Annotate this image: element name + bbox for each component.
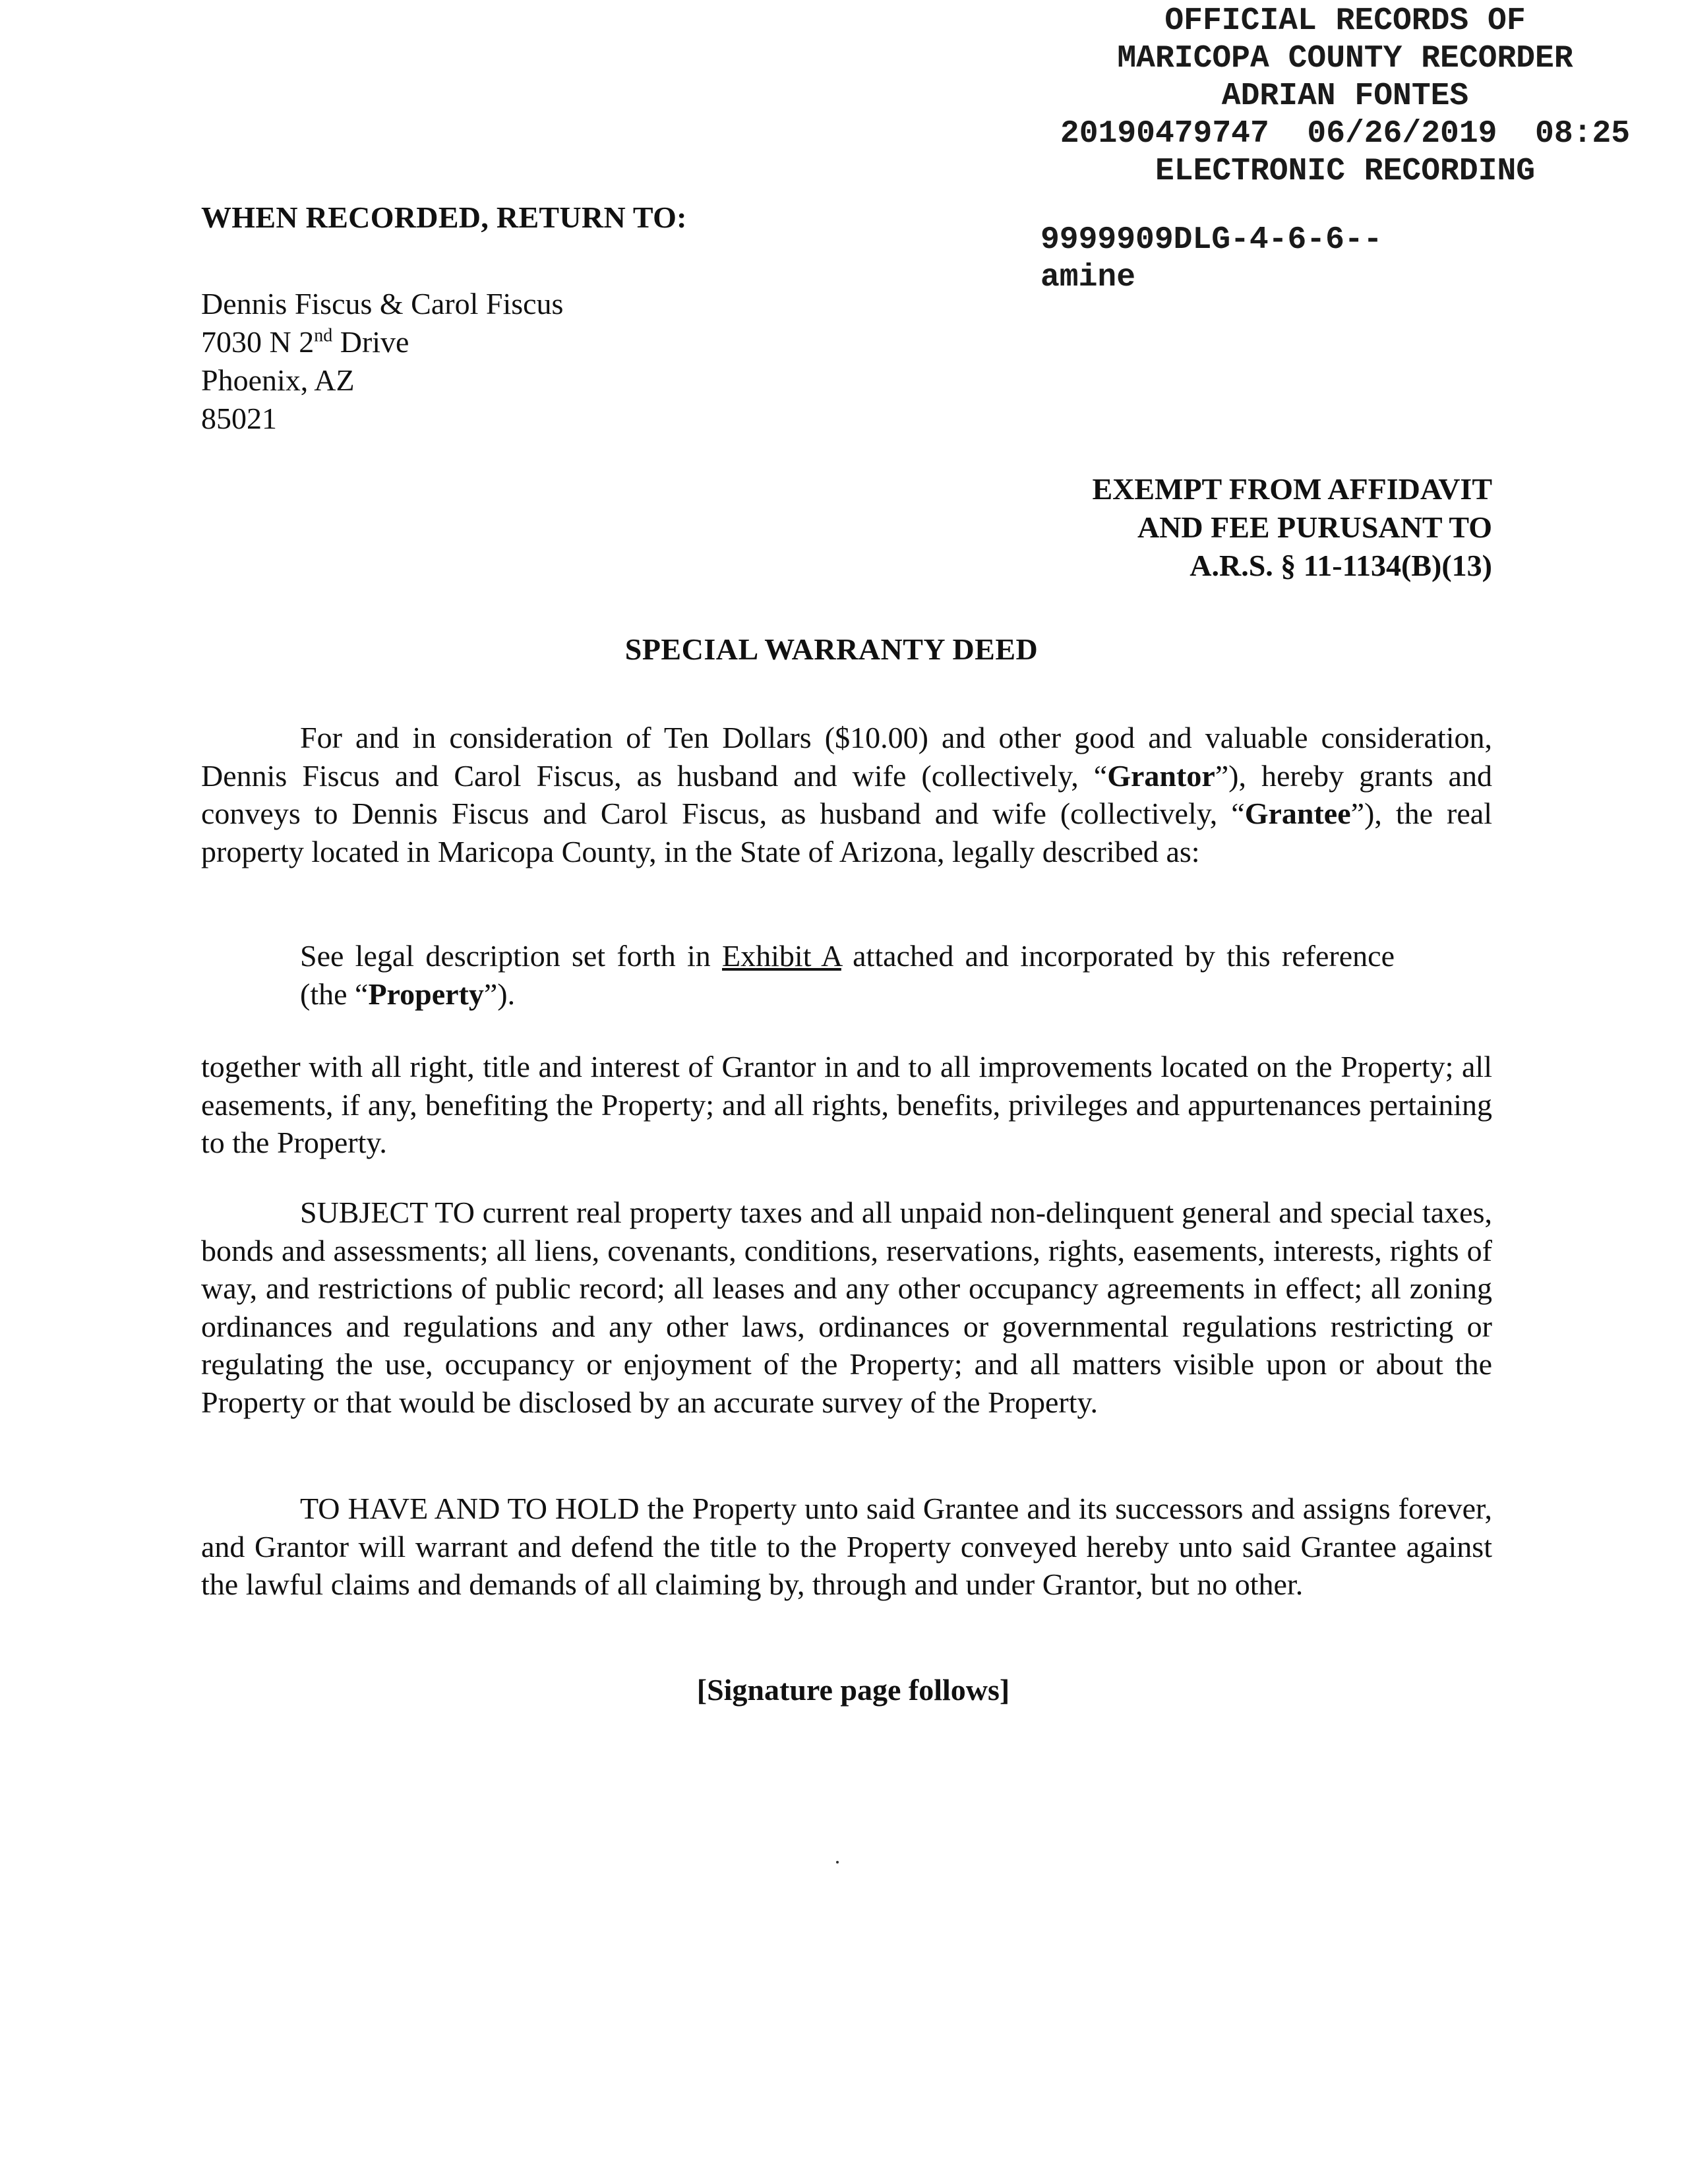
subject-to-paragraph: SUBJECT TO current real property taxes and all unpaid non-delinquent general and special taxes, bonds and assessments; all liens, covenants, conditions, reservations, rights, easements, interests, rights of way, and restrictions of public record; all leases and any other occupancy agreements in effect; all zoning ordinances and regulations and any other laws, ordinances or governmental regulations restricting or regulating the use, occupancy or enjoyment of the Property; and all matters visible upon or about the Property or that would be disclosed by an accurate survey of the Property.	[201, 1196, 1492, 1419]
exempt-line: EXEMPT FROM AFFIDAVIT	[1092, 472, 1492, 506]
signature-page-note-text: [Signature page follows]	[696, 1673, 1010, 1707]
document-title-text: SPECIAL WARRANTY DEED	[624, 632, 1039, 666]
scan-speck	[836, 1861, 839, 1864]
street-rest: Drive	[332, 325, 409, 359]
stamp-code-line: 9999909DLG-4-6-6--	[1040, 222, 1383, 258]
appurtenances-paragraph: together with all right, title and interest of Grantor in and to all improvements located on the Property; all easements, if any, benefiting the Property; and all rights, benefits, privileges and appurtenances pertaining to the Property.	[201, 1050, 1492, 1159]
stamp-line: OFFICIAL RECORDS OF	[1164, 3, 1526, 39]
stamp-code-line: amine	[1040, 260, 1136, 295]
exhibit-reference: Exhibit A	[722, 939, 841, 973]
exempt-notice	[1092, 470, 1492, 585]
text-run: For and in consideration of Ten Dollars ($10.00) and other good and valuable consideration, Dennis Fiscus and Carol Fiscus, as husband and wife (collectively, “	[201, 721, 1492, 793]
street-number: 7030 N 2	[201, 325, 315, 359]
return-to-heading: WHEN RECORDED, RETURN TO:	[201, 200, 687, 234]
stamp-line: ADRIAN FONTES	[1221, 78, 1469, 114]
text-run: ”).	[483, 977, 516, 1011]
return-name: Dennis Fiscus & Carol Fiscus	[201, 287, 564, 320]
text-run: See legal description set forth in	[300, 939, 723, 973]
signature-page-note	[0, 1672, 1688, 1707]
defined-term-grantor: Grantor	[1107, 758, 1215, 793]
return-city-state: Phoenix, AZ	[201, 363, 355, 397]
exempt-line: AND FEE PURUSANT TO	[1137, 510, 1492, 544]
habendum-paragraph: TO HAVE AND TO HOLD the Property unto said Grantee and its successors and assigns forever, and Grantor will warrant and defend the title to the Property conveyed hereby unto said Grantee against the lawful claims and demands of all claiming by, through and under Grantor, but no other.	[201, 1492, 1492, 1601]
return-address	[201, 285, 563, 438]
street-suffix: nd	[314, 325, 333, 346]
stamp-line: ELECTRONIC RECORDING	[1155, 154, 1536, 189]
defined-term-property: Property	[368, 977, 484, 1011]
text-run: attached and incorporated by this reference (the “	[300, 939, 1395, 1011]
recorder-stamp	[1015, 3, 1675, 191]
defined-term-grantee: Grantee	[1244, 797, 1351, 830]
exempt-line: A.R.S. § 11-1134(B)(13)	[1190, 549, 1492, 582]
return-zip: 85021	[201, 402, 277, 435]
consideration-paragraph	[201, 719, 1492, 870]
text-run: ”), hereby grants and conveys to Dennis Fiscus and Carol Fiscus, as husband and wife (collectively, “	[201, 758, 1492, 830]
legal-description-paragraph	[300, 937, 1395, 1014]
stamp-code	[1040, 222, 1382, 297]
stamp-line: MARICOPA COUNTY RECORDER	[1117, 41, 1573, 76]
return-street	[201, 323, 563, 361]
stamp-recording-number: 20190479747 06/26/2019 08:25	[1060, 116, 1631, 152]
document-title	[0, 632, 1688, 667]
text-run: ”), the real property located in Maricopa County, in the State of Arizona, legally described as:	[201, 797, 1492, 868]
